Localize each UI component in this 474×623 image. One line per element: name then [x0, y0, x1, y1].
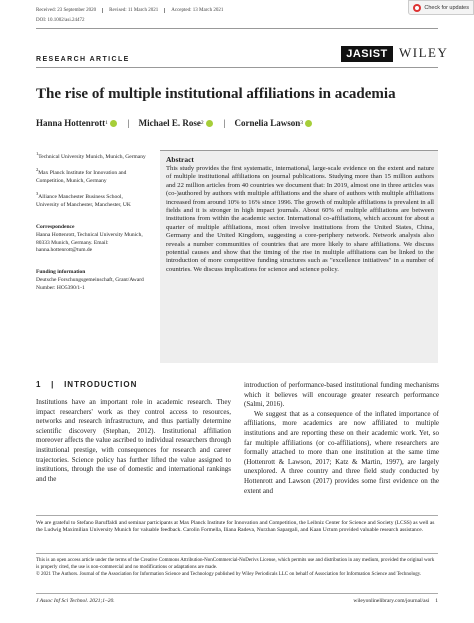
acknowledgment: We are grateful to Stefano Baruffaldi and seminar participants at Max Planck Institute for Innovation and Competition, the Leibniz Center for Science and Society (LCSS) as well as the Ludwig Maximilian University Munich for valuable feedback. Carolin Formella, Iliana Radeva, Nurzhan Sapargali, and Kaan Uctum provided valuable research assistance. [36, 520, 435, 534]
section-separator: | [44, 380, 61, 389]
author-affil-sup: 1 [105, 120, 108, 126]
license-text: This is an open access article under the terms of the Creative Commons Attribution-NonCommercial-NoDerivs License, which permits use and distribution in any medium, provided the original work is properly cited, the use is non-commercial and no modifications or adaptations are made. [36, 558, 435, 570]
affil-text: Technical University Munich, Munich, Germany [38, 153, 146, 160]
journal-logo: JASIST [341, 46, 393, 62]
affiliation-2 [36, 166, 146, 185]
check-for-updates-button[interactable] [408, 0, 474, 15]
funding-block [36, 269, 146, 292]
orcid-icon[interactable] [206, 120, 213, 127]
journal-citation: J Assoc Inf Sci Technol. 2021;1–20. [36, 598, 115, 604]
affiliation-1 [36, 150, 146, 162]
header-rule-2 [36, 67, 438, 68]
article-title: The rise of multiple institutional affiliations in academia [36, 86, 396, 102]
received-date: Received: 23 September 2020 [36, 8, 103, 13]
footnote-rule [36, 515, 438, 516]
journal-url[interactable]: wileyonlinelibrary.com/journal/asi [353, 598, 430, 604]
abstract-text: This study provides the first systematic, international, large-scale evidence on the extent and nature of multiple institutional affiliations on journal publications. Studying more than 15 million authors and 22 million articles from 40 countries we document that: In 2019, almost one in three articles was (co-)authored by authors with multiple affiliations and the share of authors with multiple affiliations increased from around 10% to 16% since 1996. The growth of multiple affiliations is prevalent in all fields and it is stronger in high impact journals. About 60% of multiple affiliations are between institutions from within the academic sector. International co-affiliations, which account for about a quarter of multiple affiliations, most often involve institutions from the United States, China, Germany and the United Kingdom, suggesting a core-periphery network. Network analysis also reveals a number communities of countries that are more likely to share affiliations. We discuss potential causes and show that the timing of the rise in multiple affiliations can be linked to the introduction of more competitive funding structures such as "excellence initiatives" in a number of countries. We discuss implications for science and science policy. [166, 165, 434, 273]
affil-text: Alliance Manchester Business School, University of Manchester, Manchester, UK [36, 193, 131, 208]
correspondence-text: Hanna Hottenrott, Technical University Munich, 80333 Munich, Germany. Email: hanna.hottenrott@tum.de [36, 231, 143, 254]
author-list [36, 118, 314, 128]
page-footer [36, 598, 438, 604]
correspondence-block [36, 224, 146, 255]
revised-date: Revised: 11 March 2021 [109, 8, 165, 13]
copyright-text: © 2021 The Authors. Journal of the Association for Information Science and Technology published by Wiley Periodicals LLC on behalf of Association for Information Science and Technology. [36, 572, 422, 577]
updates-label: Check for updates [424, 4, 469, 11]
article-history [36, 8, 235, 13]
body-text-left: Institutions have an important role in academic research. They impact researchers' work as they control access to resources, networks and research infrastructure, and thus partially determine scientific discovery (Stephan, 2012). Institutional affiliation moreover affects the value ascribed to individual researchers through institutional prestige, with consequences for research and career trajectories. Science policy has further lifted the value assigned to institutions, through the use of domestic and international rankings and the [36, 398, 231, 483]
body-text-right [244, 381, 439, 496]
author-separator: | [127, 118, 130, 128]
affil-sup: 1 [36, 151, 39, 156]
publisher-logo: WILEY [399, 45, 449, 60]
section-number: 1 [36, 380, 42, 389]
accepted-date: Accepted: 13 March 2021 [171, 8, 224, 13]
author-affil-sup: 3 [300, 120, 303, 126]
abstract-heading: Abstract [166, 155, 194, 164]
updates-icon [413, 4, 421, 12]
page-number: 1 [435, 598, 438, 604]
orcid-icon[interactable] [305, 120, 312, 127]
funding-heading: Funding information [36, 269, 86, 275]
author-name[interactable]: Michael E. Rose [138, 118, 201, 128]
footer-rule [36, 593, 438, 594]
footer-right [353, 598, 438, 604]
author-name[interactable]: Cornelia Lawson [234, 118, 301, 128]
funding-text: Deutsche Forschungsgemeinschaft, Grant/Award Number: HO5390/1-1 [36, 276, 144, 291]
header-rule [36, 28, 438, 29]
paragraph: introduction of performance-based institutional funding mechanisms which it believes will encourage greater research performance (Salmi, 2016). [244, 381, 439, 409]
article-type: RESEARCH ARTICLE [36, 56, 130, 63]
affil-sup: 3 [36, 191, 39, 196]
section-title: INTRODUCTION [64, 380, 138, 389]
doi[interactable]: DOI: 10.1002/asi.24472 [36, 18, 85, 23]
correspondence-heading: Correspondence [36, 224, 75, 230]
author-name[interactable]: Hanna Hottenrott [36, 118, 106, 128]
license-block [36, 557, 438, 578]
affil-sup: 2 [36, 167, 39, 172]
author-affil-sup: 2 [200, 120, 204, 126]
orcid-icon[interactable] [110, 120, 117, 127]
license-rule [36, 553, 438, 554]
author-separator: | [223, 118, 226, 128]
paragraph: We suggest that as a consequence of the inflated importance of affiliations, more academics are now affiliated to multiple institutions and are reporting these on their academic work. Yet, so far multiple affiliations (or co-affiliations), where researchers are formally attached to more than one institution at the same time (Hottenrott & Lawson, 2017; Katz & Martin, 1997), are largely unexplored. A three country and three field study conducted by Hottenrott and Lawson (2017) provides some first evidence on the extent and [244, 409, 439, 495]
affil-text: Max Planck Institute for Innovation and Competition, Munich, Germany [36, 169, 127, 184]
section-heading [36, 380, 137, 389]
affiliation-3 [36, 190, 146, 209]
